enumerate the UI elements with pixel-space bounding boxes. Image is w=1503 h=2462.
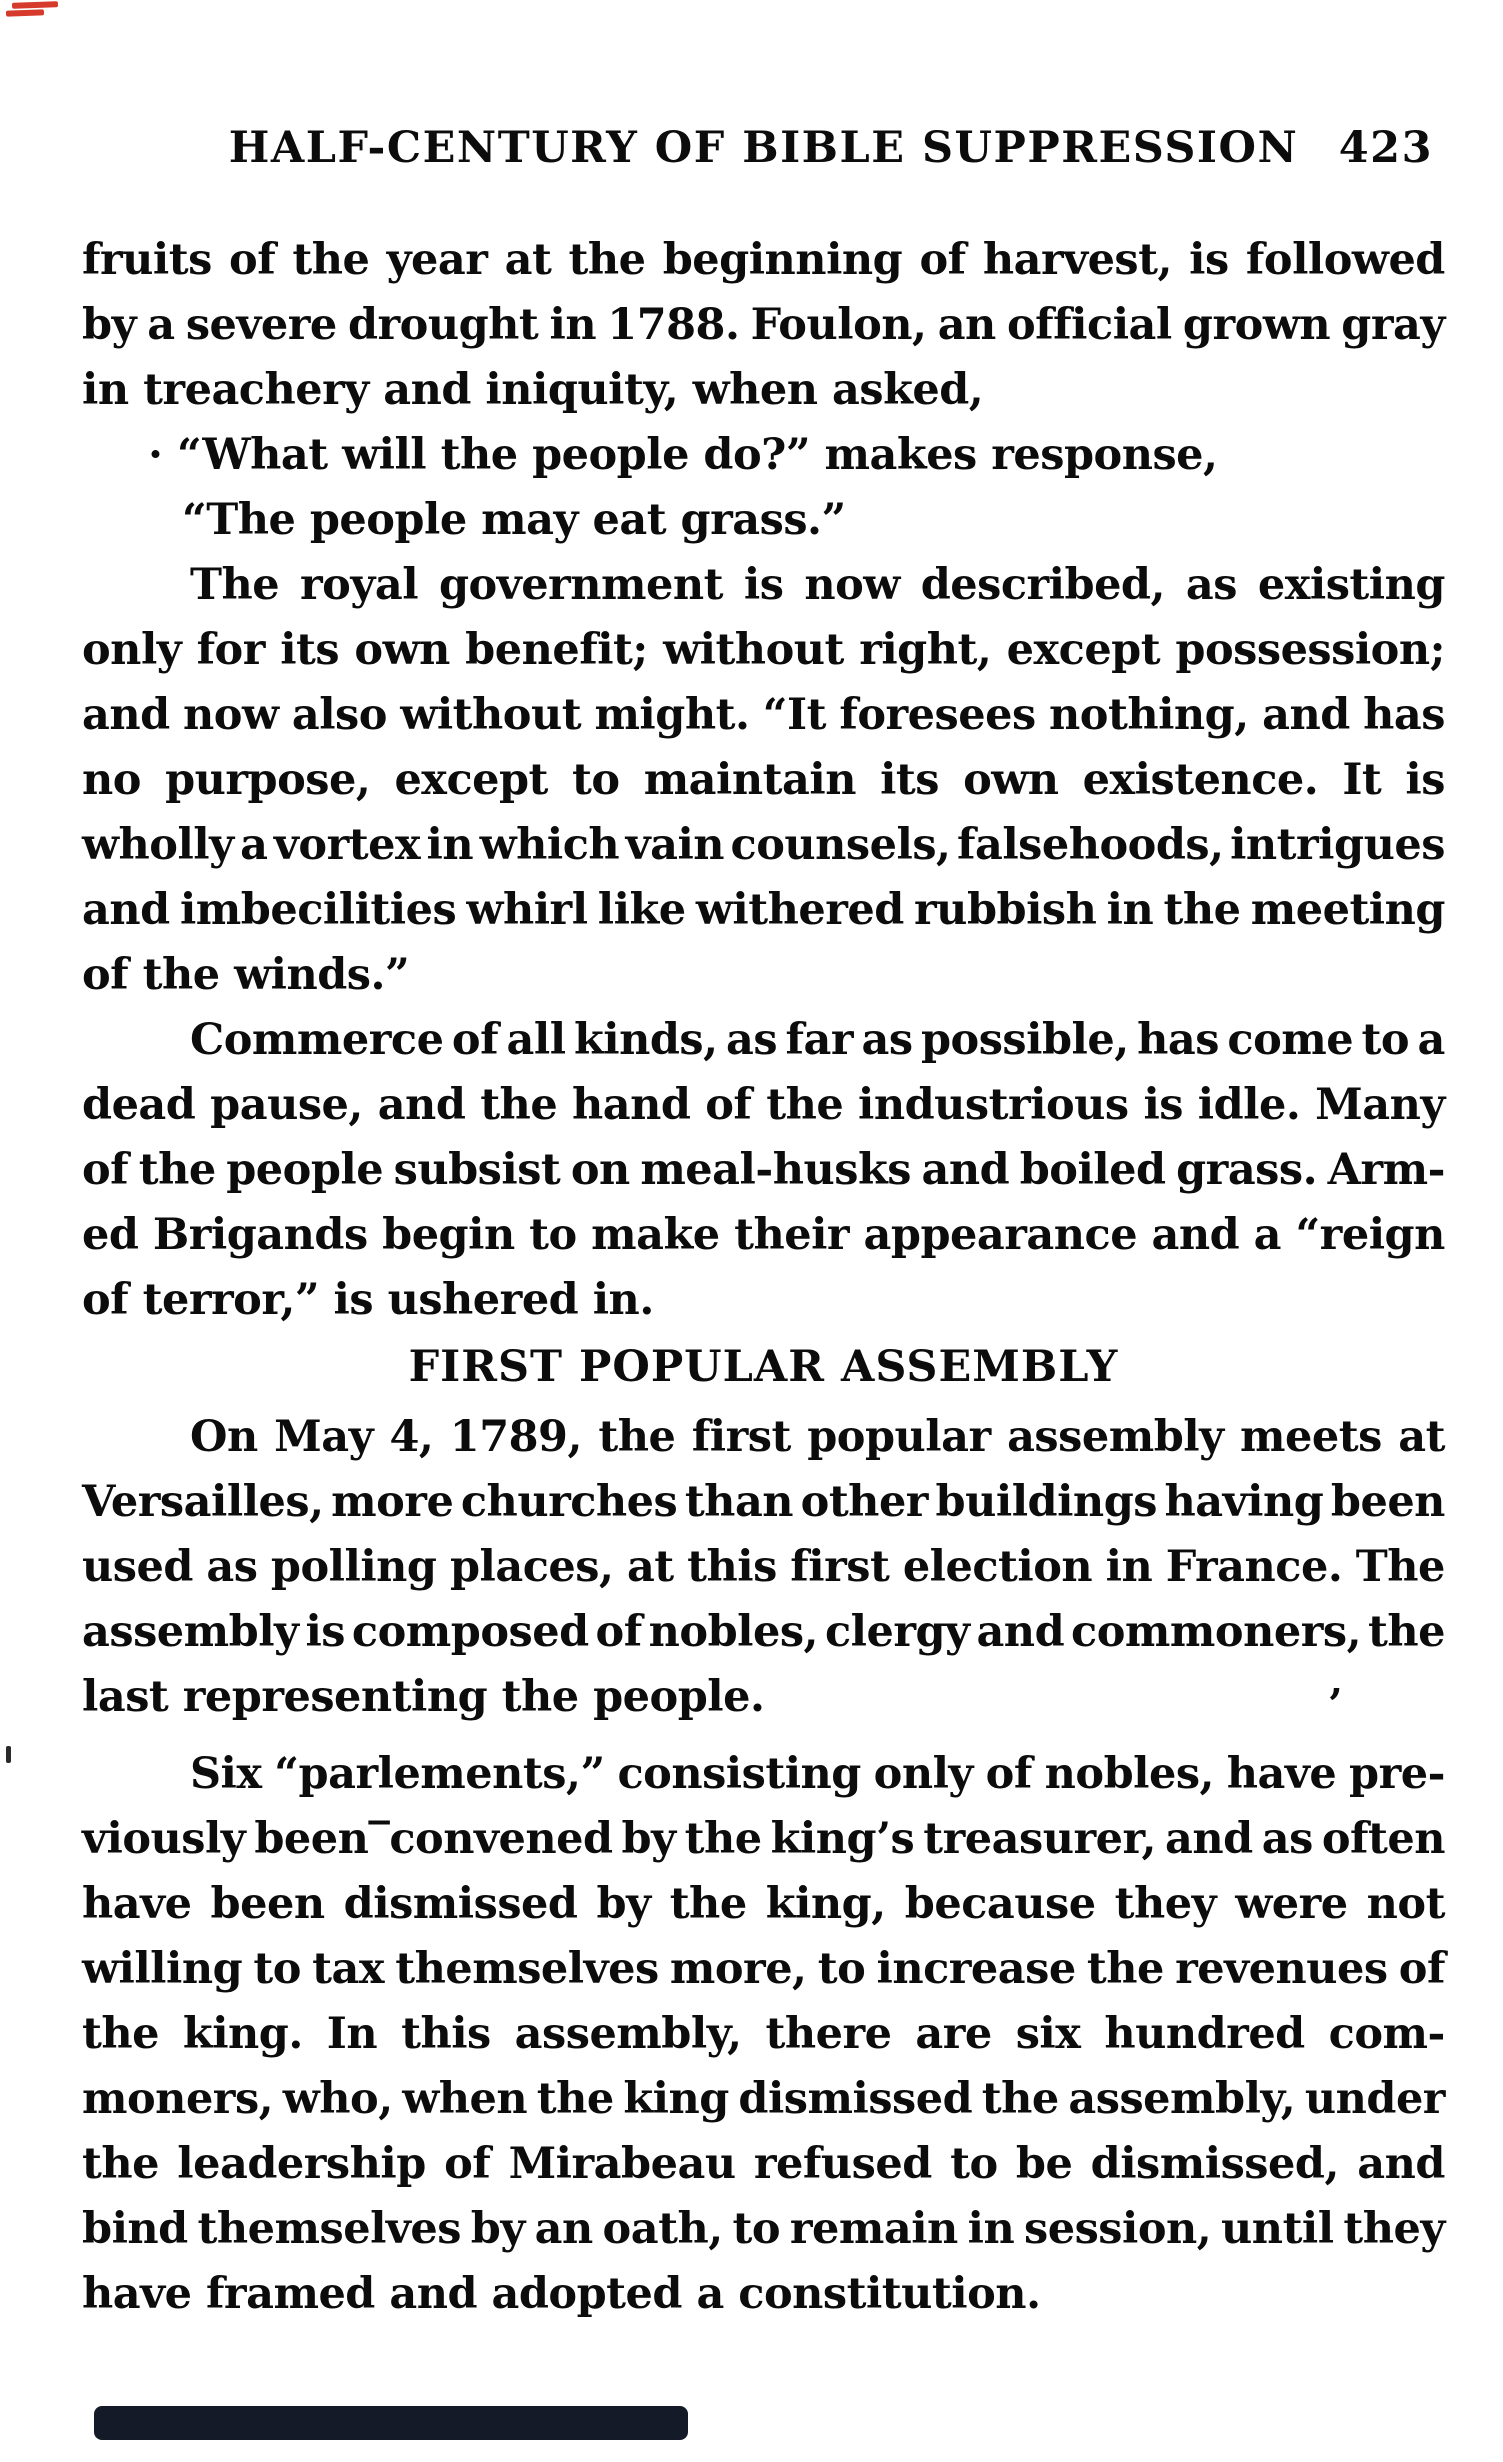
word: consisting: [617, 1749, 861, 1799]
word: willing: [82, 1944, 243, 1994]
text-line: [82, 1742, 1445, 1807]
word: remain: [789, 2204, 958, 2254]
word: nobles,: [648, 1607, 819, 1657]
word: to: [529, 1210, 577, 1260]
word: the: [598, 1412, 676, 1462]
word: increase: [876, 1944, 1076, 1994]
word: to: [572, 755, 620, 805]
word: treasurer,: [923, 1814, 1156, 1864]
word: official: [1007, 300, 1172, 350]
word: followed: [1245, 235, 1445, 285]
word: own: [963, 755, 1059, 805]
word: dismissed,: [1090, 2139, 1339, 2189]
word: a: [1417, 1015, 1445, 1065]
word: nothing,: [1049, 690, 1249, 740]
text-line: [82, 1535, 1445, 1600]
text-line: [82, 1008, 1445, 1073]
scan-bar-artifact: [94, 2406, 688, 2440]
word: be: [1015, 2139, 1073, 2189]
word: the: [568, 235, 646, 285]
word: existence.: [1082, 755, 1319, 805]
word: no: [82, 755, 141, 805]
word: the: [1163, 885, 1241, 935]
word: and: [976, 1607, 1065, 1657]
word: benefit;: [465, 625, 648, 675]
word: rubbish: [914, 885, 1097, 935]
word: government: [438, 560, 723, 610]
word: com-: [1328, 2009, 1445, 2059]
word: grass.: [1176, 1145, 1318, 1195]
word: viously: [82, 1814, 246, 1864]
word: refused: [753, 2139, 932, 2189]
red-pen-mark: [12, 1, 58, 9]
word: king’s: [770, 1814, 915, 1864]
text-line: [82, 293, 1445, 358]
word: come: [1227, 1015, 1354, 1065]
text-line: [82, 1203, 1445, 1268]
text-line: of the winds.”: [82, 950, 410, 1000]
word: vain: [625, 820, 725, 870]
word: at: [626, 1542, 674, 1592]
word: now: [804, 560, 900, 610]
word: leadership: [177, 2139, 426, 2189]
word: imbecilities: [179, 885, 457, 935]
word: dismissed: [343, 1879, 578, 1929]
word: idle.: [1197, 1080, 1301, 1130]
word: grown: [1182, 300, 1331, 350]
word: by: [596, 1879, 651, 1929]
word: themselves: [395, 1944, 659, 1994]
word: under: [1304, 2074, 1445, 2124]
word: there: [765, 2009, 892, 2059]
word: Commerce: [190, 1015, 444, 1065]
word: not: [1366, 1879, 1445, 1929]
word: counsels,: [730, 820, 951, 870]
word: whirl: [466, 885, 588, 935]
word: to: [817, 1944, 866, 1994]
word: by: [470, 2204, 525, 2254]
word: except: [1006, 625, 1161, 675]
word: of: [82, 1145, 129, 1195]
word: first: [691, 1412, 791, 1462]
word: king.: [182, 2009, 303, 2059]
word: places,: [449, 1542, 614, 1592]
text-line: “The people may eat grass.”: [182, 495, 846, 545]
word: popular: [807, 1412, 991, 1462]
stray-ink-mark: ’: [1328, 1680, 1343, 1729]
word: and: [377, 1080, 466, 1130]
text-line: [82, 1405, 1445, 1470]
text-line: [82, 813, 1445, 878]
word: beginning: [662, 235, 903, 285]
word: to: [950, 2139, 998, 2189]
word: and: [1165, 1814, 1253, 1864]
word: France.: [1165, 1542, 1343, 1592]
word: an: [534, 2204, 593, 2254]
word: have: [82, 1879, 192, 1929]
word: and: [1357, 2139, 1445, 2189]
text-line: [82, 1807, 1445, 1872]
word: is: [743, 560, 784, 610]
word: the: [536, 2074, 614, 2124]
word: intrigues: [1230, 820, 1445, 870]
word: king: [623, 2074, 729, 2124]
word: of: [595, 1607, 642, 1657]
word: 4,: [389, 1412, 434, 1462]
word: churches: [460, 1477, 678, 1527]
running-header: [82, 124, 1445, 172]
word: purpose,: [165, 755, 371, 805]
word: election: [902, 1542, 1093, 1592]
word: a: [240, 820, 268, 870]
word: Mirabeau: [508, 2139, 736, 2189]
word: Foulon,: [750, 300, 927, 350]
word: withered: [695, 885, 904, 935]
word: of: [444, 2139, 491, 2189]
word: pause,: [210, 1080, 363, 1130]
word: own: [354, 625, 450, 675]
word: meeting: [1250, 885, 1445, 935]
text-line: of terror,” is ushered in.: [82, 1275, 654, 1325]
text-line: [82, 618, 1445, 683]
word: people: [226, 1145, 384, 1195]
word: meets: [1240, 1412, 1382, 1462]
word: who,: [282, 2074, 393, 2124]
word: industrious: [858, 1080, 1129, 1130]
word: “It: [762, 690, 826, 740]
word: Many: [1315, 1080, 1445, 1130]
word: might.: [594, 690, 750, 740]
word: six: [1015, 2009, 1081, 2059]
word: subsist: [393, 1145, 561, 1195]
running-header-title: HALF-CENTURY OF BIBLE SUPPRESSION: [228, 123, 1299, 173]
word: oath,: [602, 2204, 723, 2254]
word: the: [766, 1080, 844, 1130]
word: an: [937, 300, 996, 350]
text-line: [82, 1600, 1445, 1665]
word: in: [967, 2204, 1015, 2254]
word: bind: [82, 2204, 188, 2254]
word: been: [1330, 1477, 1445, 1527]
word: clergy: [824, 1607, 970, 1657]
text-line: [82, 2132, 1445, 2197]
word: Brigands: [152, 1210, 368, 1260]
word: like: [597, 885, 686, 935]
word: nobles,: [1044, 1749, 1215, 1799]
word: meal-husks: [640, 1145, 911, 1195]
word: foresees: [839, 690, 1036, 740]
word: year: [386, 235, 488, 285]
word: May: [274, 1412, 374, 1462]
word: now: [183, 690, 279, 740]
word: only: [873, 1749, 973, 1799]
word: The: [190, 560, 280, 610]
word: king,: [765, 1879, 886, 1929]
word: as: [1185, 560, 1237, 610]
word: commoners,: [1071, 1607, 1362, 1657]
page-number: 423: [1338, 123, 1433, 173]
word: maintain: [643, 755, 856, 805]
word: has: [1363, 690, 1445, 740]
word: other: [800, 1477, 928, 1527]
text-line: [82, 1872, 1445, 1937]
word: far: [785, 1015, 854, 1065]
text-line: [82, 878, 1445, 943]
word: and: [82, 690, 170, 740]
red-pen-mark: [6, 9, 44, 16]
word: all: [506, 1015, 566, 1065]
word: in: [426, 820, 474, 870]
word: also: [291, 690, 387, 740]
word: kinds,: [573, 1015, 718, 1065]
word: the: [480, 1080, 558, 1130]
body-text-lower: [82, 1405, 1445, 2327]
text-line: [82, 1470, 1445, 1535]
word: of: [451, 1015, 499, 1065]
body-text-upper: [82, 228, 1445, 1333]
word: first: [790, 1542, 890, 1592]
word: 1789,: [449, 1412, 582, 1462]
word: pre-: [1349, 1749, 1445, 1799]
word: and: [82, 885, 170, 935]
word: is: [1143, 1080, 1183, 1130]
word: to: [1361, 1015, 1410, 1065]
word: dead: [82, 1080, 196, 1130]
word: of: [705, 1080, 752, 1130]
word: more,: [669, 1944, 807, 1994]
text-line: [82, 748, 1445, 813]
word: this: [401, 2009, 491, 2059]
word: of: [919, 235, 966, 285]
word: possible,: [920, 1015, 1129, 1065]
word: having: [1164, 1477, 1324, 1527]
word: the: [684, 1814, 762, 1864]
word: hand: [571, 1080, 691, 1130]
word: to: [732, 2204, 781, 2254]
word: which: [479, 820, 620, 870]
word: when: [402, 2074, 528, 2124]
word: severe: [185, 300, 337, 350]
word: for: [196, 625, 265, 675]
word: the: [1086, 1944, 1164, 1994]
word: possession;: [1175, 625, 1445, 675]
word: until: [1221, 2204, 1334, 2254]
word: only: [82, 625, 182, 675]
word: as: [1261, 1814, 1313, 1864]
word: at: [504, 235, 552, 285]
word: assembly,: [1068, 2074, 1296, 2124]
text-line: [82, 1138, 1445, 1203]
section-heading: FIRST POPULAR ASSEMBLY: [408, 1342, 1119, 1392]
word: without: [400, 690, 582, 740]
word: hundred: [1104, 2009, 1305, 2059]
word: as: [206, 1542, 258, 1592]
word: and: [1262, 690, 1350, 740]
text-line: [82, 2067, 1445, 2132]
word: more: [331, 1477, 454, 1527]
word: their: [734, 1210, 850, 1260]
word: in: [1105, 1542, 1153, 1592]
word: 1788.: [607, 300, 740, 350]
text-line: [82, 2002, 1445, 2067]
word: royal: [300, 560, 419, 610]
text-line: [82, 553, 1445, 618]
word: its: [880, 755, 939, 805]
word: buildings: [935, 1477, 1157, 1527]
word: In: [326, 2009, 378, 2059]
text-line: [82, 2197, 1445, 2262]
word: revenues: [1175, 1944, 1388, 1994]
word: without: [663, 625, 844, 675]
word: the: [82, 2009, 159, 2059]
word: by: [621, 1814, 676, 1864]
word: drought: [347, 300, 539, 350]
word: session,: [1024, 2204, 1212, 2254]
word: the: [669, 1879, 747, 1929]
word: It: [1342, 755, 1382, 805]
word: tax: [312, 1944, 385, 1994]
word: of: [229, 235, 276, 285]
word: is: [1189, 235, 1229, 285]
word: than: [684, 1477, 794, 1527]
word: as: [726, 1015, 778, 1065]
word: has: [1137, 1015, 1219, 1065]
word: Six: [190, 1749, 262, 1799]
word: assembly,: [514, 2009, 742, 2059]
word: fruits: [82, 235, 212, 285]
word: of: [1398, 1944, 1445, 1994]
word: falsehoods,: [956, 820, 1224, 870]
word: this: [687, 1542, 777, 1592]
word: its: [280, 625, 340, 675]
word: assembly: [82, 1607, 299, 1657]
word: moners,: [82, 2074, 274, 2124]
word: on: [570, 1145, 630, 1195]
word: they: [1343, 2204, 1445, 2254]
word: the: [981, 2074, 1059, 2124]
word: in: [1106, 885, 1154, 935]
word: appearance: [863, 1210, 1138, 1260]
word: Versailles,: [82, 1477, 324, 1527]
word: been‾convened: [254, 1814, 613, 1864]
word: The: [1355, 1542, 1445, 1592]
word: have: [1226, 1749, 1337, 1799]
text-line: [82, 1937, 1445, 2002]
word: is: [1405, 755, 1445, 805]
word: make: [591, 1210, 720, 1260]
word: to: [253, 1944, 301, 1994]
word: vortex: [273, 820, 421, 870]
word: in: [549, 300, 597, 350]
word: as: [861, 1015, 913, 1065]
word: composed: [351, 1607, 589, 1657]
text-line: · “What will the people do?” makes response,: [148, 430, 1218, 480]
word: because: [904, 1879, 1096, 1929]
word: Arm-: [1327, 1145, 1445, 1195]
word: used: [82, 1542, 193, 1592]
word: been: [210, 1879, 325, 1929]
word: a: [147, 300, 175, 350]
word: were: [1235, 1879, 1348, 1929]
text-line: [82, 1073, 1445, 1138]
word: gray: [1341, 300, 1445, 350]
word: at: [1398, 1412, 1445, 1462]
word: the: [292, 235, 370, 285]
word: and: [1151, 1210, 1240, 1260]
word: wholly: [82, 820, 234, 870]
word: except: [394, 755, 548, 805]
word: polling: [270, 1542, 437, 1592]
word: often: [1321, 1814, 1445, 1864]
word: harvest,: [982, 235, 1172, 285]
word: they: [1114, 1879, 1217, 1929]
word: begin: [382, 1210, 515, 1260]
word: the: [1367, 1607, 1445, 1657]
word: On: [190, 1412, 258, 1462]
word: a: [1253, 1210, 1282, 1260]
word: assembly: [1007, 1412, 1224, 1462]
word: dismissed: [738, 2074, 973, 2124]
word: existing: [1257, 560, 1445, 610]
word: are: [915, 2009, 992, 2059]
word: by: [82, 300, 137, 350]
word: of: [985, 1749, 1032, 1799]
text-line: have framed and adopted a constitution.: [82, 2269, 1041, 2319]
word: the: [138, 1145, 216, 1195]
word: themselves: [197, 2204, 461, 2254]
text-line: [82, 683, 1445, 748]
word: right,: [859, 625, 992, 675]
text-line: in treachery and iniquity, when asked,: [82, 365, 984, 415]
word: boiled: [1019, 1145, 1166, 1195]
margin-ink-speck: [6, 1746, 11, 1763]
word: is: [305, 1607, 345, 1657]
word: described,: [920, 560, 1165, 610]
word: ed: [82, 1210, 139, 1260]
word: “reign: [1295, 1210, 1445, 1260]
text-line: [82, 228, 1445, 293]
word: and: [921, 1145, 1010, 1195]
text-line: last representing the people.: [82, 1672, 765, 1722]
word: the: [82, 2139, 159, 2189]
word: “parlements,”: [274, 1749, 605, 1799]
